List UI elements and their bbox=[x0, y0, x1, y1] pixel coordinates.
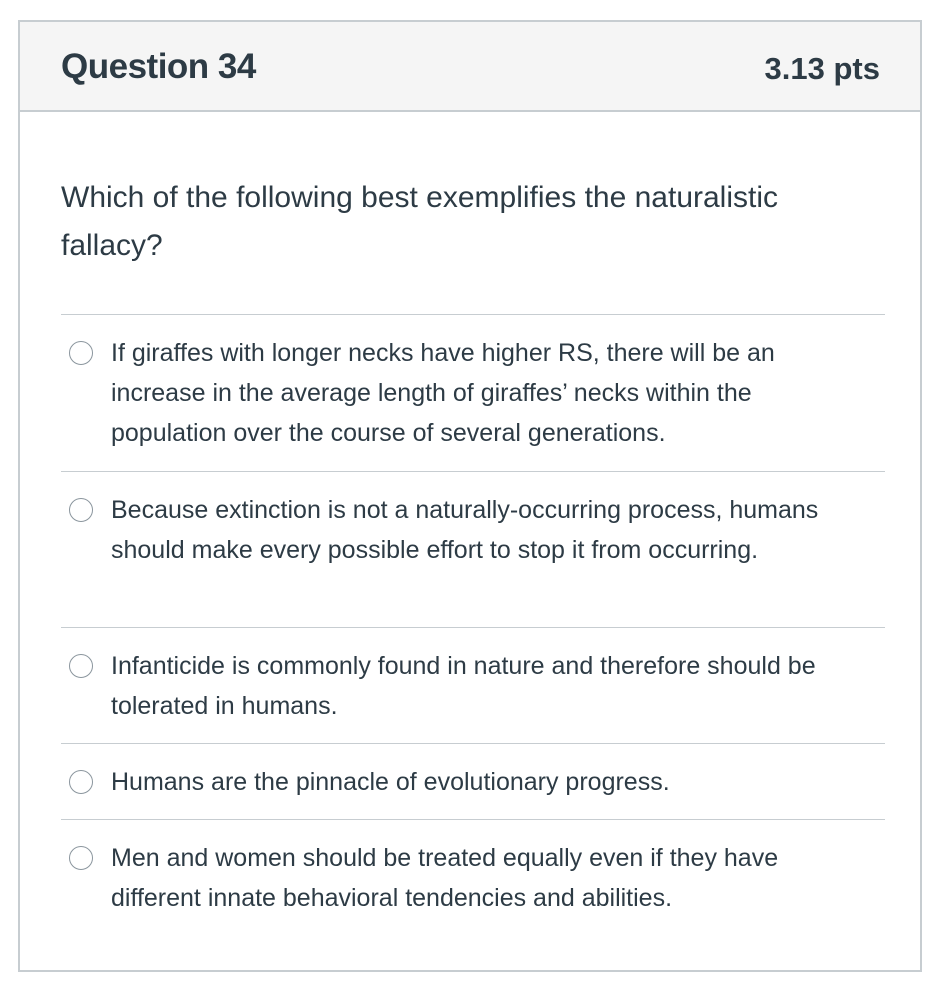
answer-label[interactable]: Because extinction is not a naturally-occurring process, humans should make every possible effort to stop it from occurring. bbox=[111, 496, 819, 564]
radio-button[interactable] bbox=[69, 654, 93, 678]
question-title: Question 34 bbox=[61, 47, 256, 86]
answer-list bbox=[61, 314, 885, 935]
question-points: 3.13 pts bbox=[764, 51, 880, 86]
answer-label[interactable]: Humans are the pinnacle of evolutionary progress. bbox=[111, 768, 670, 796]
answer-label[interactable]: Infanticide is commonly found in nature and therefore should be tolerated in humans. bbox=[111, 652, 816, 720]
answer-option-5[interactable] bbox=[61, 819, 885, 935]
radio-button[interactable] bbox=[69, 498, 93, 522]
radio-button[interactable] bbox=[69, 846, 93, 870]
question-text: Which of the following best exemplifies the naturalistic fallacy? bbox=[61, 181, 779, 262]
question-card bbox=[18, 20, 922, 972]
answer-option-1[interactable] bbox=[61, 314, 885, 471]
answer-option-2[interactable] bbox=[61, 471, 885, 627]
answer-option-3[interactable] bbox=[61, 627, 885, 743]
radio-button[interactable] bbox=[69, 341, 93, 365]
answer-label[interactable]: If giraffes with longer necks have higher RS, there will be an increase in the average length of giraffes’ necks within the population over the course of several generations. bbox=[111, 339, 775, 447]
question-header bbox=[20, 22, 920, 112]
answer-option-4[interactable] bbox=[61, 743, 885, 819]
answer-label[interactable]: Men and women should be treated equally even if they have different innate behavioral tendencies and abilities. bbox=[111, 844, 779, 912]
radio-button[interactable] bbox=[69, 770, 93, 794]
